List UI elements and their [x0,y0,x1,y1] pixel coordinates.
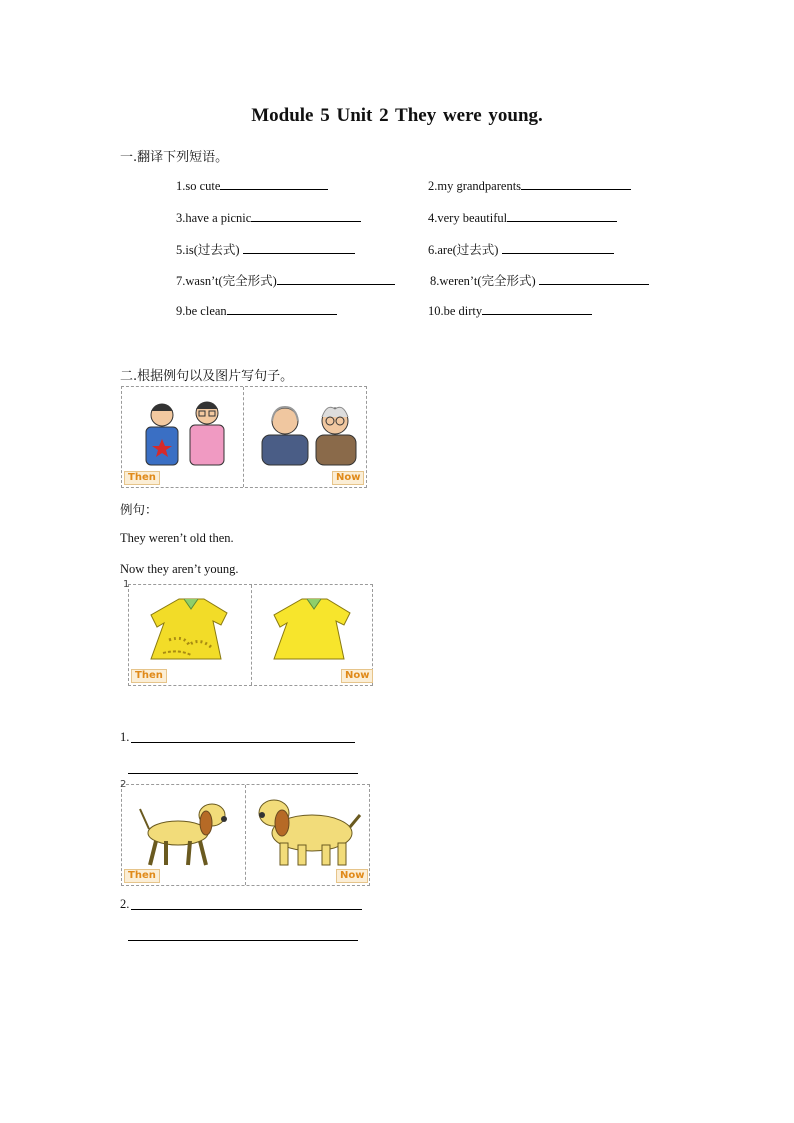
phrase-label: 7.wasn’t(完全形式) [176,274,277,288]
phrase-label: 8.weren’t(完全形式) [430,274,539,288]
phrase-item-6 [428,240,614,258]
picture-number: 2 [120,779,127,790]
answer-blank[interactable] [243,241,355,254]
section-2-heading: 二.根据例句以及图片写句子。 [120,369,294,384]
answer-1-line-1[interactable] [131,742,355,743]
phrase-label: 4.very beautiful [428,211,508,225]
phrase-label: 1.so cute [176,179,221,193]
phrase-item-1 [176,177,328,194]
answer-blank[interactable] [482,302,592,315]
answer-blank[interactable] [502,241,614,254]
example-line-1: They weren’t old then. [120,531,234,545]
phrase-item-3 [176,209,361,226]
page-title: Module 5 Unit 2 They were young. [251,105,543,126]
answer-2-prefix: 2. [120,897,130,911]
now-tag: Now [332,471,364,485]
phrase-label: 3.have a picnic [176,211,252,225]
then-tag: Then [124,471,160,485]
then-tag: Then [124,869,160,883]
picture-1-shirts [123,579,373,686]
phrase-label: 6.are(过去式) [428,243,502,257]
answer-blank[interactable] [507,209,617,222]
answer-blank[interactable] [220,177,328,190]
phrase-label: 10.be dirty [428,304,483,318]
phrase-label: 9.be clean [176,304,227,318]
picture-number: 1 [123,579,130,590]
now-tag: Now [336,869,368,883]
phrase-label: 5.is(过去式) [176,243,243,257]
answer-1-line-2[interactable] [128,773,358,774]
example-line-2: Now they aren’t young. [120,562,239,576]
phrase-item-5 [176,240,355,258]
example-picture-people [121,386,367,488]
phrase-item-4 [428,209,617,226]
phrase-item-7 [176,271,395,289]
phrase-item-8 [430,271,649,289]
answer-blank[interactable] [227,302,337,315]
answer-blank[interactable] [539,272,649,285]
now-tag: Now [341,669,373,683]
then-tag: Then [131,669,167,683]
phrase-label: 2.my grandparents [428,179,522,193]
phrase-item-9 [176,302,337,319]
section-1-heading: 一.翻译下列短语。 [120,150,229,165]
answer-2-line-2[interactable] [128,940,358,941]
answer-blank[interactable] [251,209,361,222]
example-label: 例句： [120,503,158,517]
phrase-item-10 [428,302,592,319]
picture-2-dogs [120,779,370,886]
answer-blank[interactable] [521,177,631,190]
answer-blank[interactable] [277,272,395,285]
phrase-item-2 [428,177,631,194]
answer-1-prefix: 1. [120,730,130,744]
answer-2-line-1[interactable] [131,909,362,910]
